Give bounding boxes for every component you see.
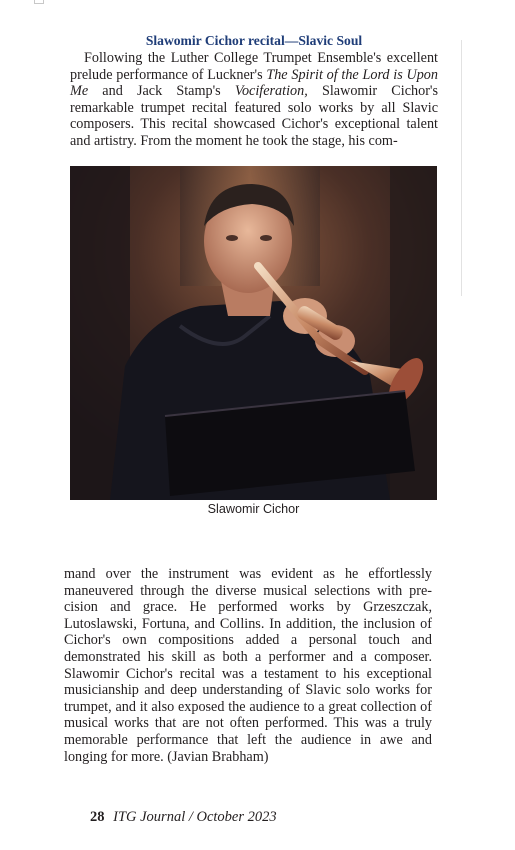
page-footer xyxy=(90,809,277,826)
article-paragraph-1 xyxy=(70,50,438,150)
photo-caption: Slawomir Cichor xyxy=(207,502,300,516)
work-title-italic: Vociferation, xyxy=(234,83,308,100)
journal-issue: ITG Journal / October 2023 xyxy=(113,809,277,825)
column-rule xyxy=(461,40,462,296)
paragraph-text: Slawomir Cichor's remarkable trumpet recital featured solo works by all Slavic composers. This recital showcased Cichor's exceptional talent and artistry. From the moment he took the stage, his com- xyxy=(70,83,438,149)
article-heading: Slawomir Cichor recital—Slavic Soul xyxy=(145,33,363,48)
article-paragraph-2: mand over the instrument was evident as he effortlessly maneuvered through the diverse musical selections with precision and grace. He performed works by Grzeszczak, Lutoslawski, Fortuna, and Collins. In addition, the inclusion of Cichor's own compositions added a personal touch and demonstrated his skill as both a performer and a composer. Slawomir Cichor's recital was a testament to his exceptional musicianship and deep understanding of Slavic solo works for trumpet, and it also exposed the audience to a great collection of musical works that are not often performed. This was a truly memorable performance that left the audience in awe and longing for more. (Javian Brabham) xyxy=(64,566,432,765)
paragraph-text: and Jack Stamp's xyxy=(88,83,235,100)
work-title-italic: The Spirit of the Lord is Upon Me xyxy=(70,66,438,100)
page-number: 28 xyxy=(90,809,105,825)
performer-photo xyxy=(70,166,437,500)
crop-mark xyxy=(34,0,44,4)
paragraph-text: Following the Luther College Trumpet Ensemble's excellent prelude performance of Luckner's xyxy=(70,50,438,83)
